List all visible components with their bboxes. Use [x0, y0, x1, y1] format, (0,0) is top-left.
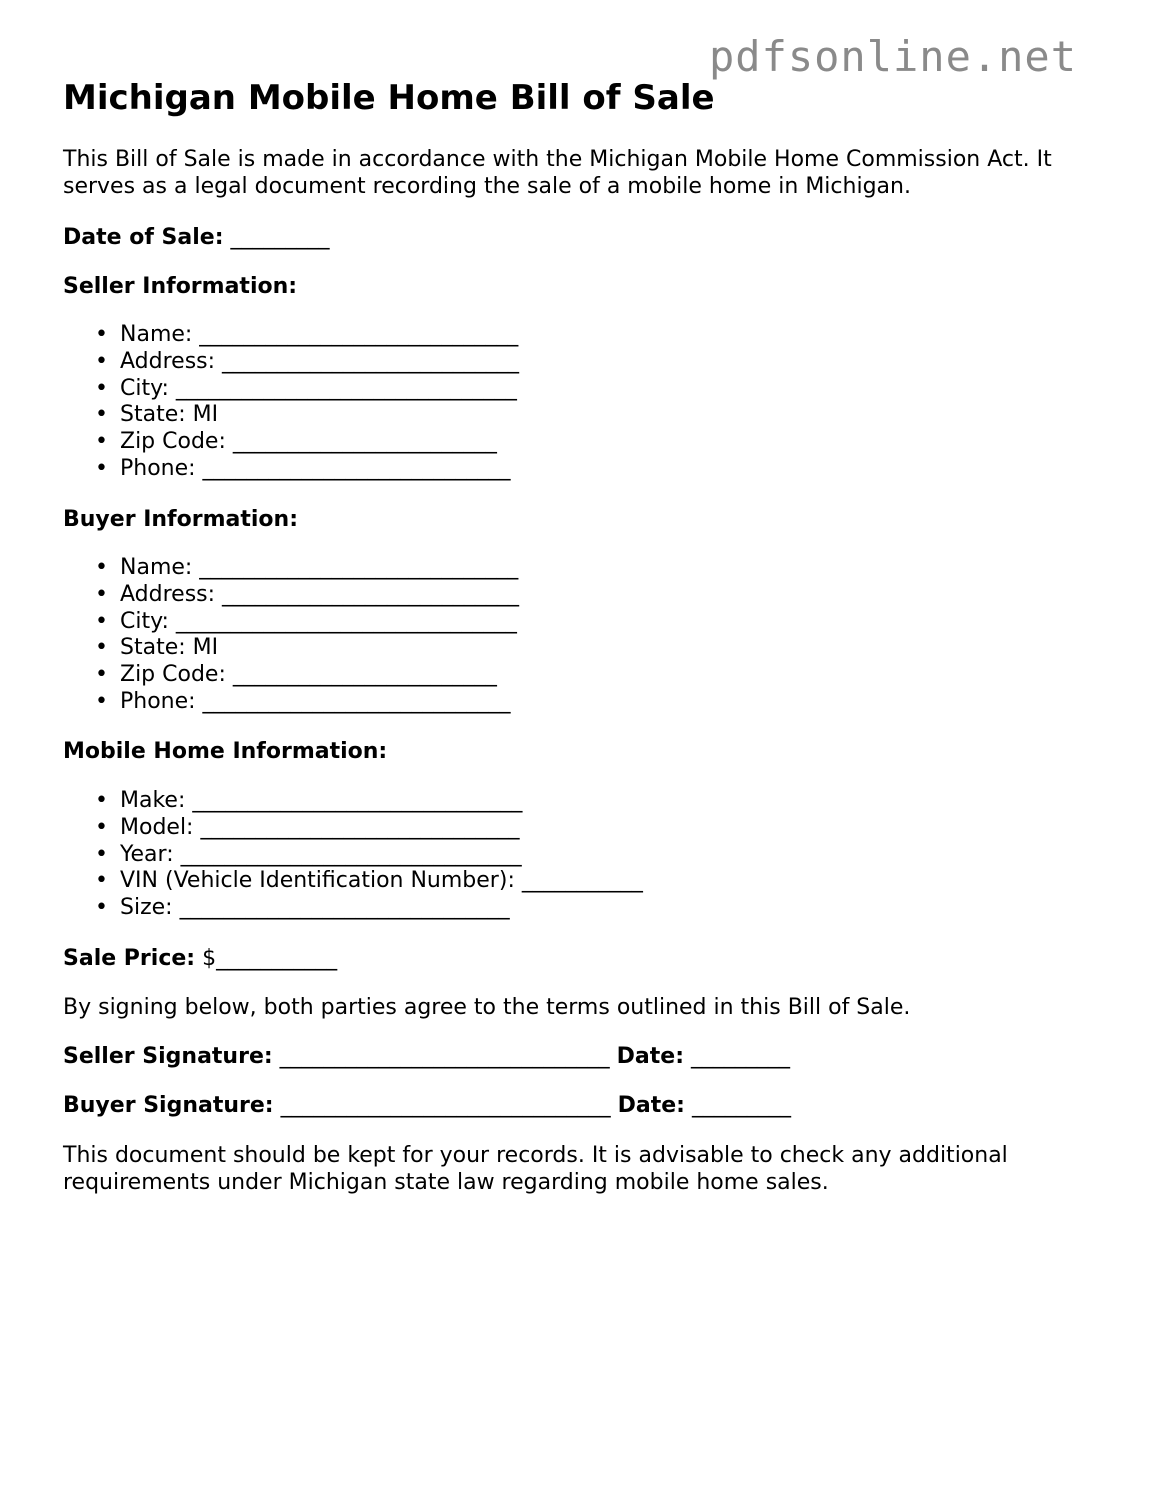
buyer-city-item: • City: _______________________________ — [95, 608, 517, 634]
seller-zip-item: • Zip Code: ________________________ — [95, 429, 497, 455]
mobile-home-info-list — [63, 788, 643, 922]
mobile-home-model-item: • Model: _____________________________ — [95, 814, 520, 840]
bullet: • — [95, 662, 108, 688]
bullet: • — [95, 375, 108, 401]
page-title: Michigan Mobile Home Bill of Sale — [63, 78, 715, 118]
bullet: • — [95, 555, 108, 580]
bullet: • — [95, 635, 108, 661]
bullet: • — [95, 608, 108, 634]
bullet: • — [95, 581, 108, 607]
seller-address-item: • Address: ___________________________ — [95, 348, 520, 374]
seller-info-list — [63, 322, 519, 483]
mobile-home-heading: Mobile Home Information: — [63, 739, 388, 764]
bullet: • — [95, 322, 108, 347]
seller-city-item: • City: _______________________________ — [95, 375, 517, 401]
watermark: pdfsonline.net — [709, 32, 1078, 81]
agreement-statement: By signing below, both parties agree to the terms outlined in this Bill of Sale. — [63, 995, 911, 1020]
seller-phone-item: • Phone: ____________________________ — [95, 455, 511, 481]
seller-date-label: Date: — [616, 1044, 685, 1069]
mobile-home-year-item: • Year: _______________________________ — [95, 841, 522, 867]
buyer-heading: Buyer Information: — [63, 507, 298, 532]
date-of-sale-line — [63, 224, 330, 251]
bullet: • — [95, 348, 108, 374]
bullet: • — [95, 402, 108, 428]
seller-date-field: _________ — [691, 1044, 791, 1069]
mobile-home-vin-item: • VIN (Vehicle Identification Number): ___________ — [95, 868, 643, 894]
bullet: • — [95, 814, 108, 840]
buyer-phone-item: • Phone: ____________________________ — [95, 688, 511, 714]
buyer-zip-item: • Zip Code: ________________________ — [95, 662, 497, 688]
seller-name-item: • Name: _____________________________ — [95, 322, 519, 347]
buyer-info-list — [63, 555, 519, 716]
seller-state-item: • State: MI — [95, 402, 219, 428]
buyer-address-item: • Address: ___________________________ — [95, 581, 520, 607]
mobile-home-make-item: • Make: ______________________________ — [95, 788, 523, 813]
bullet: • — [95, 455, 108, 481]
buyer-state-item: • State: MI — [95, 635, 219, 661]
bullet: • — [95, 868, 108, 894]
sale-price-field: $___________ — [202, 946, 338, 971]
bullet: • — [95, 688, 108, 714]
sale-price-line — [63, 945, 337, 972]
seller-signature-line — [63, 1043, 790, 1070]
closing-paragraph: This document should be kept for your records. It is advisable to check any additional requirements under Michigan state law regarding mobile home sales. — [63, 1143, 1008, 1195]
bullet: • — [95, 841, 108, 867]
date-of-sale-field: _________ — [230, 225, 330, 250]
bullet: • — [95, 788, 108, 813]
seller-signature-label: Seller Signature: — [63, 1044, 273, 1069]
buyer-date-field: _________ — [691, 1093, 791, 1118]
bullet: • — [95, 895, 108, 921]
seller-signature-field: ______________________________ — [279, 1044, 610, 1069]
buyer-signature-label: Buyer Signature: — [63, 1093, 274, 1118]
sale-price-label: Sale Price: — [63, 946, 196, 971]
buyer-name-item: • Name: _____________________________ — [95, 555, 519, 580]
date-of-sale-label: Date of Sale: — [63, 225, 224, 250]
seller-heading: Seller Information: — [63, 274, 298, 299]
buyer-signature-line — [63, 1092, 791, 1119]
buyer-signature-field: ______________________________ — [280, 1093, 611, 1118]
mobile-home-size-item: • Size: ______________________________ — [95, 895, 510, 921]
bullet: • — [95, 429, 108, 455]
intro-paragraph: This Bill of Sale is made in accordance with the Michigan Mobile Home Commission Act. It serves as a legal document recording the sale of a mobile home in Michigan. — [63, 147, 1052, 199]
buyer-date-label: Date: — [617, 1093, 685, 1118]
